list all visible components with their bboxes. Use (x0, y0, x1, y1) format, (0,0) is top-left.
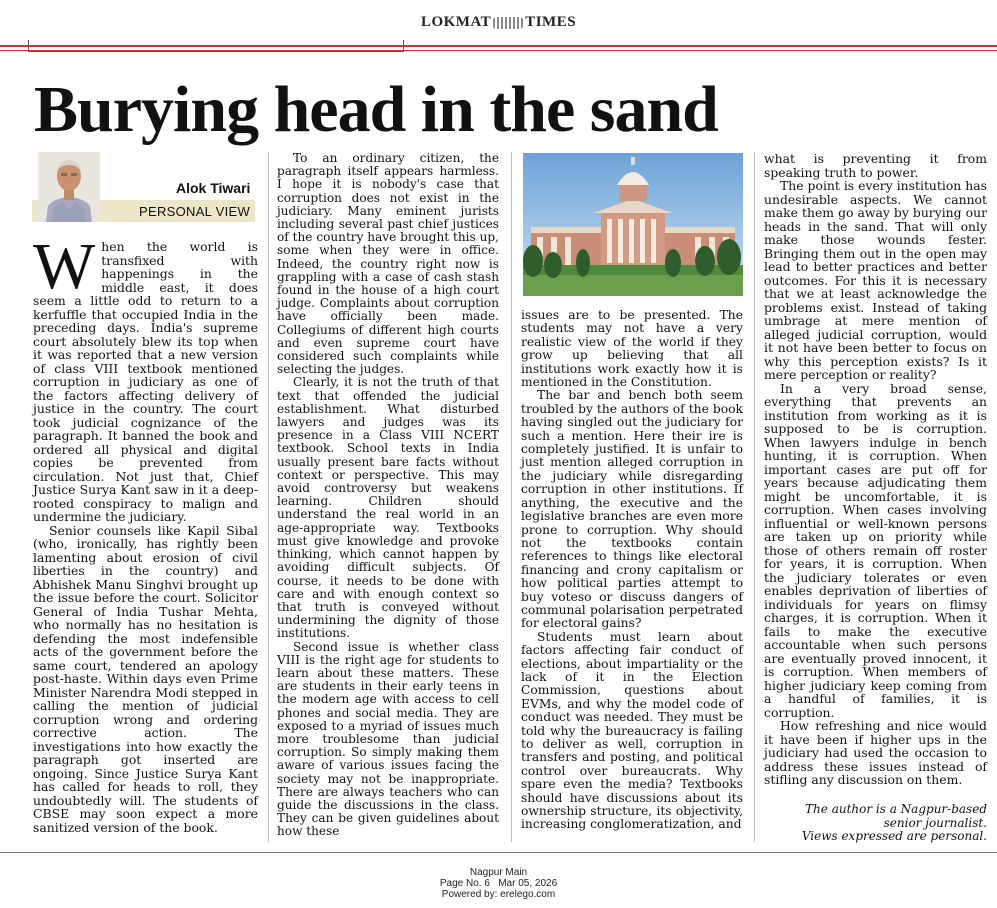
article-paragraph: The point is every institution has undesirable aspects. We cannot make them go away by burying our heads in the sand. That will only make those wounds fester. Bringing them out in the open may lead to better practices and better outcomes. For this it is necessary that we at least acknowledge the problems exist. Instead of taking umbrage at mere mention of alleged judicial corruption, would it not have been better to focus on why this perception exists? Is it mere perception or reality? (764, 178, 987, 382)
masthead-logo-icon (493, 17, 523, 29)
credit-line: Views expressed are personal. (801, 829, 987, 843)
edition-name: Nagpur Main (469, 867, 528, 878)
article-paragraph: When the world is transfixed with happenings in the middle east, it does seem a little odd to return to a kerfuffle that occupied India in the preceding days. India's supreme court absolutely blew its top when it was reported that a new version of class VIII textbook mentioned corruption in judiciary as one of the factors affecting delivery of justice in the country. The court took judicial cognizance of the paragraph. It banned the book and ordered all physical and digital copies be prevented from circulation. Not just that, Chief Justice Surya Kant saw in it a deep-rooted conspiracy to malign and undermine the judiciary. (33, 230, 258, 524)
column-divider (268, 152, 269, 842)
article-paragraph: In a very broad sense, everything that prevents an institution from working as it is supposed to be is corruption. When lawyers indulge in bench hunting, it is corruption. When important cases are put off for years because adjudicating them might be uncomfortable, it is corruption. When cases involving influential or well-known persons are taken up on priority while those of others remain off roster for years, it is corruption. When the judiciary tolerates or even enables deprivation of liberties of individuals for years on flimsy charges, it is corruption. When it fails to make the executive accountable when such persons are eventually proved innocent, it is corruption. When members of higher judiciary keep coming from a handful of families, it is corruption. (764, 380, 987, 720)
headline: Burying head in the sand (34, 73, 718, 146)
masthead-right: TIMES (525, 14, 577, 30)
article-column-4 (764, 152, 987, 787)
column-divider (754, 152, 755, 842)
article-column-1 (33, 230, 258, 835)
article-paragraph: Second issue is whether class VIII is the right age for students to learn about these matters. These are students in their early teens in the modern age with access to cell phones and social media. They are exposed to a myriad of issues much more troublesome than judicial corruption. So simply making them aware of various issues facing the society may not be inappropriate. There are always teachers who can guide the discussions in the class. They can be given guidelines about how these (277, 639, 499, 839)
article-paragraph: To an ordinary citizen, the paragraph itself appears harmless. I hope it is nobody's case that corruption does not exist in the judiciary. Many eminent jurists including several past chief justices of the country have brought this up, some when they were in office. Indeed, the country right now is grappling with a case of cash stash found in the house of a high court judge. Complaints about corruption have officially been made. Collegiums of different high courts and even supreme court have considered such complaints while selecting the judges. (277, 151, 499, 377)
drop-cap: W (33, 230, 96, 303)
masthead (0, 14, 997, 31)
powered-by: Powered by: erelego.com (441, 889, 556, 900)
article-paragraph: How refreshing and nice would it have been if higher ups in the judiciary had used the occasion to address these issues instead of stifling any discussion on them. (764, 718, 987, 787)
footer-rule (0, 852, 997, 853)
credit-line: The author is a Nagpur-based (805, 802, 987, 816)
column-divider (511, 152, 512, 842)
masthead-rule-thin (0, 50, 997, 51)
article-paragraph: what is preventing it from speaking truth to power. (764, 151, 987, 180)
article-paragraph: Students must learn about factors affecting fair conduct of elections, about impartiality or the lack of it in the Election Commission, questions about EVMs, and why the model code of conduct was needed. They must be told why the bureaucracy is failing to deliver as well, corruption in transfers and posting, and political control over bureaucrats. Why spare even the media? Textbooks should have discussions about its ownership structure, its objectivity, increasing conglomeratization, and (521, 629, 743, 832)
supreme-court-photo (523, 153, 743, 296)
article-column-3 (521, 309, 743, 832)
column-label: PERSONAL VIEW (139, 204, 251, 219)
author-name: Alok Tiwari (176, 180, 251, 196)
credit-line: senior journalist. (883, 815, 987, 830)
article-paragraph: The bar and bench both seem troubled by the authors of the book having singled out the judiciary for such a mention. Here their ire is completely justified. It is unfair to just mention alleged corruption in the judiciary while disregarding corruption in other institutions. If anything, the executive and the legislative branches are even more prone to corruption. Why should not the textbooks contain references to things like electoral financing and crony capitalism or how political parties attempt to buy voteso or discuss dangers of communal polarisation perpetrated for electoral gains? (521, 388, 743, 631)
masthead-left: LOKMAT (420, 14, 492, 30)
article-paragraph: Clearly, it is not the truth of that text that offended the judicial establishment. What disturbed lawyers and judges was its presence in a Class VIII NCERT textbook. School texts in India usually present bare facts without context or perspective. This may avoid controversy but weakens learning. Children should understand the real world in an age-appropriate way. Textbooks must give knowledge and provoke thinking, which cannot happen by avoiding difficult subjects. Of course, it needs to be done with care and with enough context so that truth is conveyed without undermining the dignity of those institutions. (277, 375, 499, 641)
masthead-rule (0, 45, 997, 47)
author-credit (780, 803, 987, 844)
article-paragraph: issues are to be presented. The students may not have a very realistic view of the world if they grow up believing that all institutions work exactly how it is mentioned in the Constitution. (521, 308, 743, 390)
article-column-2 (277, 152, 499, 839)
article-paragraph: Senior counsels like Kapil Sibal (who, ironically, has rightly been lamenting about erosion of civil liberties in the country) and Abhishek Manu Singhvi brought up the issue before the court. Solicitor General of India Tushar Mehta, who normally has no hesitation is defending the most indefensible acts of the government before the same court, tendered an apology post-haste. Within days even Prime Minister Narendra Modi stepped in calling the mention of judicial corruption wrong and ordering corrective action. The investigations into how exactly the paragraph got inserted are ongoing. Since Justice Surya Kant has called for heads to roll, they undoubtedly will. The students of CBSE may soon expect a more sanitized version of the book. (33, 522, 258, 835)
page-footer (0, 867, 997, 900)
author-photo (38, 152, 100, 222)
page-number-date: Page No. 6 Mar 05, 2026 (439, 878, 558, 889)
